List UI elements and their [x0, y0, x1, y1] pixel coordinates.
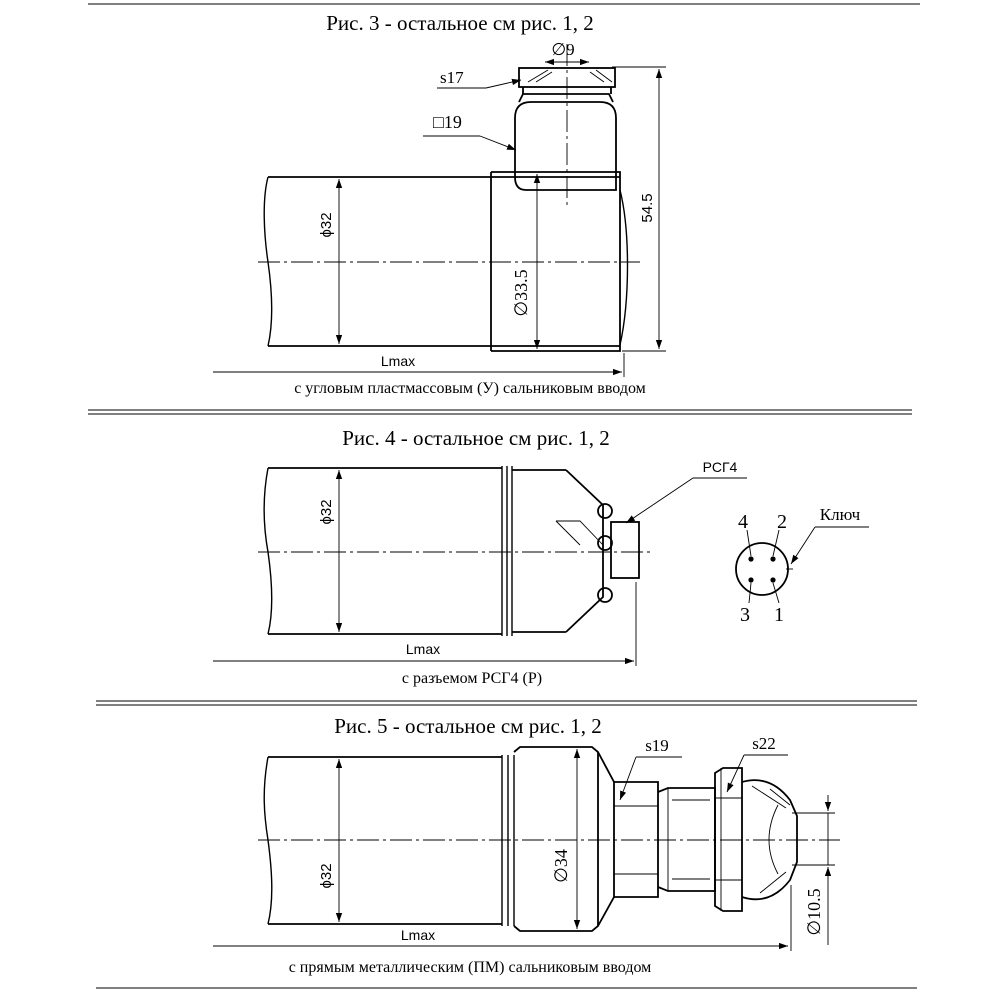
- fig4-cone-inner: [556, 521, 603, 545]
- fig4-title: Рис. 4 - остальное см рис. 1, 2: [342, 426, 610, 450]
- fig4-pin-label-3: 3: [740, 604, 750, 626]
- fig4-break-line: [264, 468, 272, 634]
- fig5-d32-label: ϕ32: [318, 863, 335, 889]
- fig4-pin2-leader: [773, 530, 779, 556]
- fig4-face-circle: [736, 543, 788, 595]
- fig4-face-pin-2: [770, 556, 775, 561]
- fig4-pin4-leader: [747, 530, 751, 556]
- fig5-body: [514, 747, 598, 931]
- fig5-break-line: [264, 757, 272, 924]
- fig4-pin-face: [736, 505, 869, 626]
- fig3-nut-hatch: [528, 70, 612, 82]
- fig5-s19-leader: [620, 757, 636, 800]
- fig5-d10-label: ∅10.5: [804, 888, 824, 936]
- fig5-s22-label: s22: [752, 734, 776, 753]
- fig4-caption: с разъемом РСГ4 (Р): [401, 670, 543, 687]
- fig4-face-pin-3: [748, 577, 753, 582]
- fig4-pin-label-4: 4: [738, 511, 748, 533]
- fig3-lmax-label: Lmax: [380, 353, 416, 369]
- fig3-caption: с угловым пластмассовым (У) сальниковым вводом: [294, 380, 646, 397]
- fig5-taper: [598, 752, 614, 926]
- fig4-pin-label-2: 2: [777, 511, 787, 533]
- fig4-pin-label-1: 1: [774, 604, 784, 626]
- figure-5: [213, 714, 840, 976]
- fig3-d32-label: ϕ32: [318, 212, 335, 238]
- fig5-caption: с прямым металлическим (ПМ) сальниковым вводом: [288, 959, 652, 976]
- fig4-pin-bottom: [598, 588, 612, 602]
- fig4-face-pin-1: [770, 577, 775, 582]
- fig3-title: Рис. 3 - остальное см рис. 1, 2: [326, 11, 594, 35]
- figure-3: [88, 4, 920, 397]
- fig4-pin-top: [598, 504, 612, 518]
- fig4-lmax-label: Lmax: [405, 641, 441, 657]
- fig3-housing: [491, 172, 620, 351]
- fig3-sq19-label: □19: [433, 112, 462, 132]
- fig3-s17-label: s17: [440, 68, 464, 87]
- fig4-plug: [611, 522, 639, 578]
- fig3-nut-base: [519, 94, 613, 102]
- fig5-dome-hatch: [752, 786, 790, 893]
- fig3-break-line: [264, 177, 272, 346]
- fig4-key-leader: [791, 527, 815, 564]
- fig4-pin-mid: [598, 536, 612, 550]
- fig5-dome-inner: [769, 805, 778, 874]
- fig3-s17-leader: [486, 80, 521, 88]
- fig4-rsg-leader: [626, 478, 693, 523]
- fig5-title: Рис. 5 - остальное см рис. 1, 2: [334, 714, 602, 738]
- fig5-neck: [658, 788, 715, 891]
- fig3-housing-curve: [620, 190, 628, 345]
- fig4-face-pin-4: [748, 556, 753, 561]
- fig5-neck-detail: [668, 788, 710, 891]
- fig5-s19-label: s19: [645, 736, 669, 755]
- figure-4: [213, 426, 869, 687]
- fig3-d9-label: ∅9: [551, 40, 575, 59]
- fig5-lmax-label: Lmax: [400, 927, 436, 943]
- fig4-key-label: Ключ: [819, 505, 861, 524]
- fig3-h-label: 54.5: [639, 193, 656, 223]
- fig5-d34-label: ∅34: [551, 849, 571, 883]
- fig4-cone: [566, 470, 603, 632]
- fig4-connector-label: РСГ4: [702, 459, 738, 475]
- fig3-d33-label: ∅33.5: [511, 269, 531, 317]
- fig3-sq19-leader: [480, 136, 516, 150]
- fig4-d32-label: ϕ32: [318, 499, 335, 525]
